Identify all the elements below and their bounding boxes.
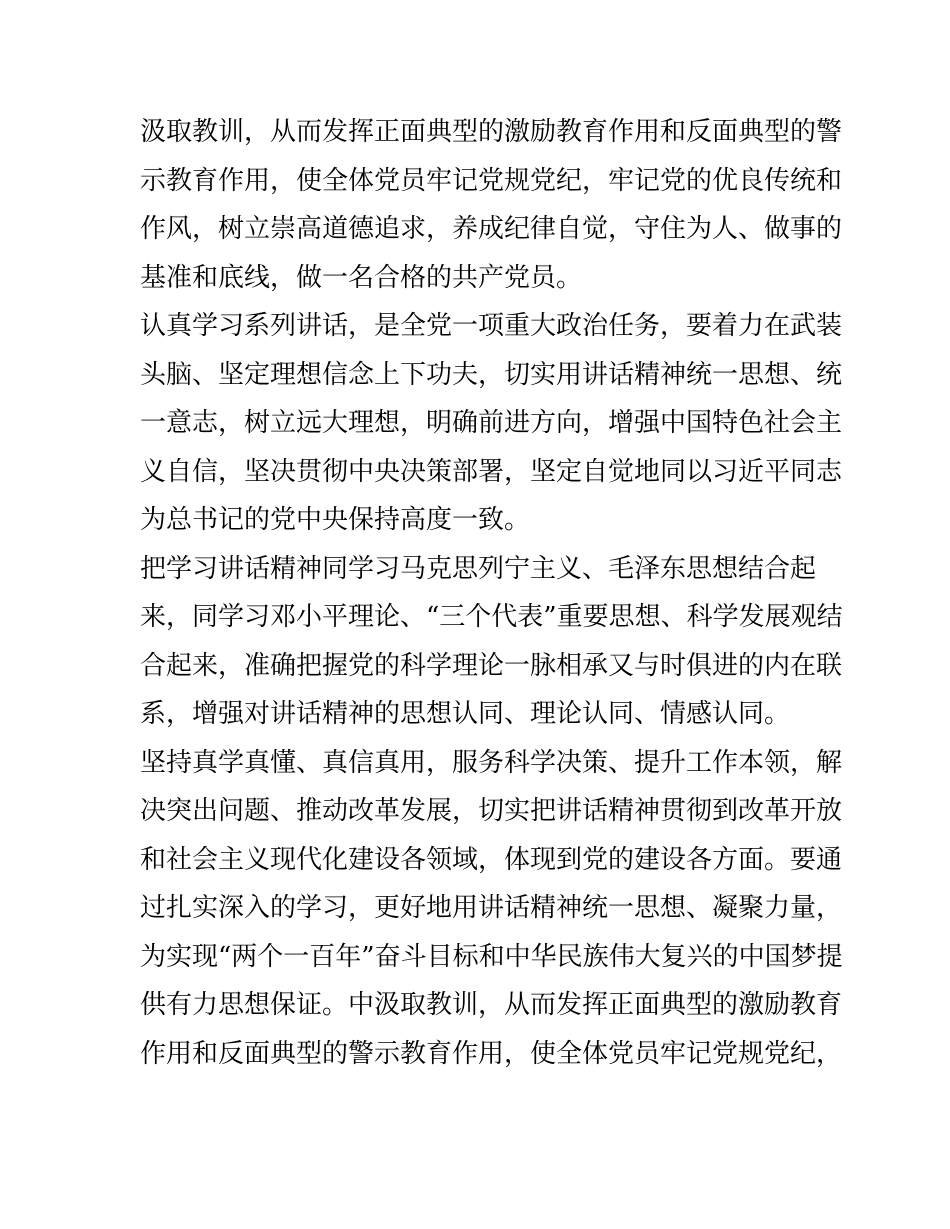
text-line: 供有力思想保证。中汲取教训，从而发挥正面典型的激励教育 (140, 990, 843, 1020)
text-line: 基准和底线，做一名合格的共产党员。 (140, 262, 583, 293)
text-line: 和社会主义现代化建设各领域，体现到党的建设各方面。要通 (140, 844, 843, 875)
text-line: 一意志，树立远大理想，明确前进方向，增强中国特色社会主 (140, 408, 843, 438)
text-line: 来，同学习邓小平理论、“三个代表”重要思想、科学发展观结 (140, 602, 843, 632)
text-line: 过扎实深入的学习，更好地用讲话精神统一思想、凝聚力量， (140, 893, 843, 923)
text-line: 为总书记的党中央保持高度一致。 (140, 505, 531, 535)
text-line: 头脑、坚定理想信念上下功夫，切实用讲话精神统一思想、统 (140, 359, 843, 390)
text-line: 示教育作用，使全体党员牢记党规党纪，牢记党的优良传统和 (140, 165, 843, 196)
text-line: 决突出问题、推动改革发展，切实把讲话精神贯彻到改革开放 (140, 796, 843, 826)
text-line: 作用和反面典型的警示教育作用，使全体党员牢记党规党纪， (140, 1038, 843, 1069)
text-line: 把学习讲话精神同学习马克思列宁主义、毛泽东思想结合起 (140, 553, 817, 584)
text-line: 为实现“两个一百年”奋斗目标和中华民族伟大复兴的中国梦提 (140, 941, 843, 972)
text-line: 坚持真学真懂、真信真用，服务科学决策、提升工作本领，解 (140, 747, 843, 778)
text-line: 合起来，准确把握党的科学理论一脉相承又与时俱进的内在联 (140, 650, 843, 681)
document-body (140, 108, 843, 1078)
text-line: 认真学习系列讲话，是全党一项重大政治任务，要着力在武装 (140, 311, 843, 341)
text-line: 作风，树立崇高道德追求，养成纪律自觉，守住为人、做事的 (140, 214, 843, 244)
text-line: 义自信，坚决贯彻中央决策部署，坚定自觉地同以习近平同志 (140, 456, 843, 487)
text-line: 系，增强对讲话精神的思想认同、理论认同、情感认同。 (140, 699, 791, 729)
text-line: 汲取教训，从而发挥正面典型的激励教育作用和反面典型的警 (140, 117, 843, 147)
